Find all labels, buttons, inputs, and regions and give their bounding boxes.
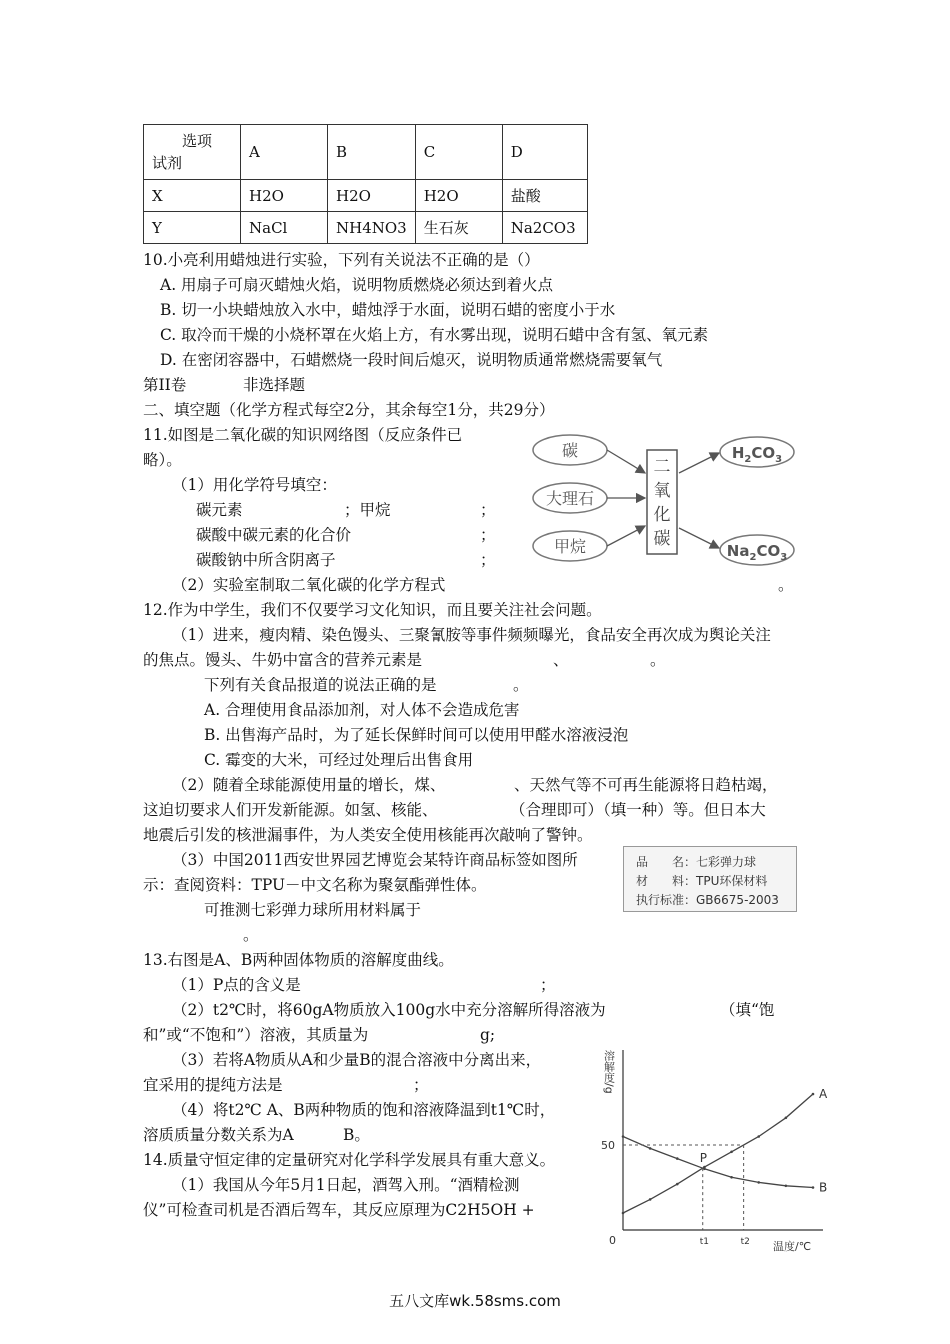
co2-network-diagram — [525, 428, 800, 578]
table-cell: H2O — [241, 180, 328, 212]
q11-blank1b: 碳酸中碳元素的化合价 — [196, 526, 352, 544]
formula-part: Na — [726, 542, 750, 560]
q13-s3-line1: （3）若将A物质从A和少量B的混合溶液中分离出来， — [172, 1051, 542, 1069]
q10-option-a: A. 用扇子可扇灭蜡烛火焰，说明物质燃烧必须达到着火点 — [160, 276, 554, 294]
q12-p2-line1b: 、天然气等不可再生能源将日趋枯竭， — [514, 776, 778, 794]
data-point — [730, 1176, 733, 1179]
label-line: 品 名：七彩弹力球 — [636, 855, 757, 869]
co2-char: 氧 — [653, 481, 671, 501]
q12-option-b: B. 出售海产品时，为了延长保鲜时间可以使用甲醛水溶液浸泡 — [204, 726, 629, 744]
table-row — [144, 212, 588, 244]
q11-sub2-end: 。 — [778, 576, 794, 594]
arrow — [607, 450, 645, 473]
table-cell: 生石灰 — [415, 212, 502, 244]
svg-text:Na2CO3 — [727, 542, 787, 563]
data-point — [622, 1135, 625, 1138]
q13-s4-line2-end: B。 — [343, 1126, 370, 1144]
data-point — [703, 1168, 706, 1171]
q13-s2: （2）t2℃时，将60gA物质放入100g水中充分溶解所得溶液为 — [172, 1001, 606, 1019]
node-carbon-label: 碳 — [561, 441, 579, 460]
series-line-A — [623, 1094, 813, 1213]
table-header-cell: C — [415, 125, 502, 180]
data-point — [757, 1135, 760, 1138]
q13-s4-line2: 溶质质量分数关系为A — [143, 1126, 294, 1144]
q13-s2-line2: 和”或“不饱和”）溶液，其质量为 — [143, 1026, 369, 1044]
q11-blank1b-end: ； — [480, 526, 496, 544]
q11-blank1a: 碳元素 — [196, 501, 243, 519]
table-header-cell: A — [241, 125, 328, 180]
node-marble — [533, 483, 607, 513]
q13-s3-line2-end: ； — [413, 1076, 429, 1094]
volume-label: 第II卷 — [143, 376, 187, 394]
table-row-label: X — [144, 180, 241, 212]
arrow — [679, 453, 719, 473]
x-tick-label: t2 — [740, 1237, 750, 1247]
point-p-label: P — [699, 1151, 707, 1166]
q12-p2-line2b: （合理即可）（填一种）等。但日本大 — [510, 801, 766, 819]
q12-p3-line4: 。 — [243, 926, 259, 944]
q12-p1-sep: 、 — [553, 651, 569, 669]
q11-stem-line2: 略）。 — [143, 451, 182, 469]
volume-name: 非选择题 — [243, 376, 306, 394]
origin-label: 0 — [609, 1234, 616, 1247]
q12-p1-line3-end: 。 — [513, 676, 529, 694]
y-axis-label: 溶解度/g — [602, 1050, 616, 1094]
series-label-A: A — [819, 1087, 828, 1101]
table-corner-cell — [144, 125, 241, 180]
q13-s1-end: ； — [540, 976, 556, 994]
q12-p2-line1a: （2）随着全球能源使用量的增长，煤、 — [172, 776, 446, 794]
q13-s4-line1: （4）将t2℃ A、B两种物质的饱和溶液降温到t1℃时， — [172, 1101, 556, 1119]
corner-top: 选项 — [182, 132, 213, 150]
corner-bottom: 试剂 — [152, 154, 183, 172]
q13-s2-end: （填“饱 — [720, 1001, 775, 1019]
series-label-B: B — [819, 1180, 828, 1195]
node-co2 — [647, 450, 677, 554]
co2-char: 碳 — [653, 529, 671, 549]
x-axis-label: 温度/℃ — [773, 1240, 812, 1253]
formula-part: 2 — [744, 454, 752, 465]
q10-option-b: B. 切一小块蜡烛放入水中，蜡烛浮于水面，说明石蜡的密度小于水 — [160, 301, 616, 319]
table-header-cell: B — [328, 125, 416, 180]
q12-p3-line2: 示：查阅资料：TPU－中文名称为聚氨酯弹性体。 — [143, 876, 487, 894]
formula-part: CO — [751, 444, 776, 462]
reagent-table — [143, 124, 588, 244]
product-label — [623, 846, 797, 912]
data-point — [785, 1185, 788, 1188]
q14-stem: 14.质量守恒定律的定量研究对化学科学发展具有重大意义。 — [143, 1151, 556, 1169]
table-cell: 盐酸 — [502, 180, 587, 212]
q13-s1: （1）P点的含义是 — [172, 976, 301, 994]
q11-blank1c-end: ； — [480, 551, 496, 569]
q12-p2-line2a: 这迫切要求人们开发新能源。如氢、核能、 — [143, 801, 438, 819]
data-point — [649, 1198, 652, 1201]
q11-blank1a-end: ； — [480, 501, 496, 519]
data-point — [785, 1117, 788, 1120]
node-methane-label: 甲烷 — [553, 537, 587, 556]
q12-p2-line3: 地震后引发的核泄漏事件，为人类安全使用核能再次敲响了警钟。 — [143, 826, 593, 844]
series-line-B — [623, 1137, 813, 1188]
data-point — [757, 1181, 760, 1184]
q12-p1-line3: 下列有关食品报道的说法正确的是 — [204, 676, 437, 694]
node-h2co3 — [720, 437, 794, 467]
q12-p1-end: 。 — [650, 651, 666, 669]
arrow — [679, 528, 719, 548]
table-cell: H2O — [415, 180, 502, 212]
q11-sub2: （2）实验室制取二氧化碳的化学方程式 — [172, 576, 446, 594]
data-point — [812, 1093, 815, 1096]
data-point — [676, 1183, 679, 1186]
q12-p1-line1: （1）进来，瘦肉精、染色馒头、三聚氰胺等事件频频曝光，食品安全再次成为舆论关注 — [172, 626, 771, 644]
q10-option-c: C. 取冷而干燥的小烧杯罩在火焰上方，有水雾出现，说明石蜡中含有氢、氧元素 — [160, 326, 709, 344]
q11-sub1: （1）用化学符号填空： — [172, 476, 337, 494]
node-na2co3 — [720, 535, 794, 565]
formula-part: 2 — [749, 552, 757, 563]
table-cell: H2O — [328, 180, 416, 212]
data-point — [622, 1212, 625, 1215]
q11-blank1c: 碳酸钠中所含阴离子 — [196, 551, 336, 569]
table-cell: NaCl — [241, 212, 328, 244]
arrow — [607, 526, 645, 546]
formula-part: CO — [756, 542, 781, 560]
data-point — [730, 1151, 733, 1154]
node-methane — [533, 531, 607, 561]
svg-text:H2CO3 — [732, 444, 782, 465]
solubility-chart — [595, 1030, 835, 1255]
q12-p1-line2: 的焦点。馒头、牛奶中富含的营养元素是 — [143, 651, 423, 669]
table-row-label: Y — [144, 212, 241, 244]
q12-option-a: A. 合理使用食品添加剂，对人体不会造成危害 — [204, 701, 520, 719]
q11-blank1a-sep: ；甲烷 — [344, 501, 391, 519]
q12-option-c: C. 霉变的大米，可经过处理后出售食用 — [204, 751, 474, 769]
data-point — [649, 1147, 652, 1150]
q12-p3-line1: （3）中国2011西安世界园艺博览会某特许商品标签如图所 — [172, 851, 578, 869]
formula-part: 3 — [775, 454, 783, 465]
q10-stem: 10.小亮利用蜡烛进行实验，下列有关说法不正确的是（） — [143, 251, 540, 269]
data-point — [812, 1186, 815, 1189]
formula-part: H — [731, 444, 745, 462]
formula-part: 3 — [780, 552, 788, 563]
data-point — [676, 1157, 679, 1160]
part-heading: 二、填空题（化学方程式每空2分，其余每空1分，共29分） — [143, 401, 555, 419]
table-header-cell: D — [502, 125, 587, 180]
node-carbon — [533, 435, 607, 465]
y-tick-label: 50 — [601, 1139, 615, 1152]
table-row — [144, 180, 588, 212]
q14-line2: （1）我国从今年5月1日起，酒驾入刑。“酒精检测 — [172, 1176, 520, 1194]
q13-s2-line2-end: g; — [480, 1026, 496, 1044]
q13-s3-line2: 宜采用的提纯方法是 — [143, 1076, 283, 1094]
q13-stem: 13.右图是A、B两种固体物质的溶解度曲线。 — [143, 951, 454, 969]
footer-watermark: 五八文库wk.58sms.com — [389, 1292, 561, 1310]
table-cell: NH4NO3 — [328, 212, 416, 244]
q12-p3-line3: 可推测七彩弹力球所用材料属于 — [204, 901, 422, 919]
node-marble-label: 大理石 — [545, 489, 595, 508]
table-cell: Na2CO3 — [502, 212, 587, 244]
q12-stem: 12.作为中学生，我们不仅要学习文化知识，而且要关注社会问题。 — [143, 601, 602, 619]
q14-line3: 仪”可检查司机是否酒后驾车，其反应原理为C2H5OH + — [143, 1201, 535, 1219]
q11-stem-line1: 11.如图是二氧化碳的知识网络图（反应条件已 — [143, 426, 463, 444]
co2-char: 二 — [653, 457, 671, 477]
label-line: 执行标准：GB6675-2003 — [636, 893, 779, 907]
q10-option-d: D. 在密闭容器中，石蜡燃烧一段时间后熄灭，说明物质通常燃烧需要氧气 — [160, 351, 663, 369]
label-line: 材 料：TPU环保材料 — [636, 874, 768, 888]
x-tick-label: t1 — [699, 1237, 709, 1247]
co2-char: 化 — [653, 505, 671, 525]
